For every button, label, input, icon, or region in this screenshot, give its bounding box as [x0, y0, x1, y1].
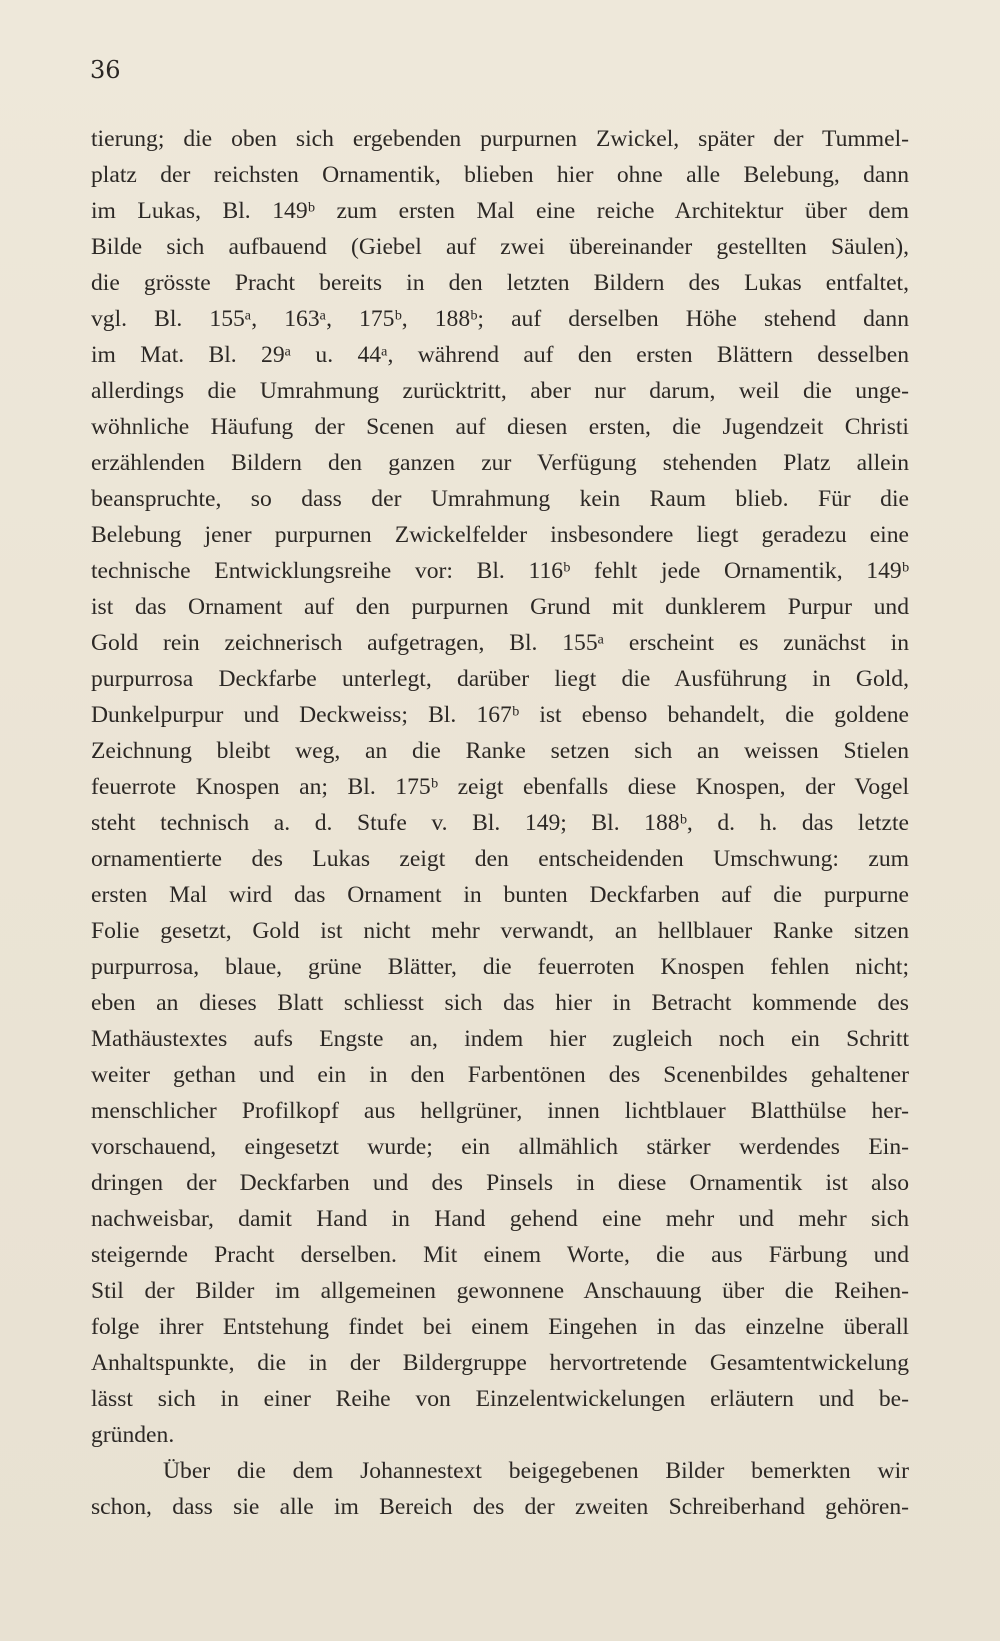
text-line: purpurrosa, blaue, grüne Blätter, die feuerroten Knospen fehlen nicht; — [91, 954, 909, 980]
text-line: Belebung jener purpurnen Zwickelfelder insbesondere liegt geradezu eine — [91, 522, 909, 548]
text-line: gründen. — [91, 1422, 175, 1448]
text-line: ersten Mal wird das Ornament in bunten Deckfarben auf die purpurne — [91, 882, 909, 908]
text-line: folge ihrer Entstehung findet bei einem Eingehen in das einzelne überall — [91, 1314, 909, 1340]
text-line: die grösste Pracht bereits in den letzten Bildern des Lukas entfaltet, — [91, 270, 909, 296]
paragraph — [91, 121, 909, 1453]
text-line: schon, dass sie alle im Bereich des der zweiten Schreiberhand gehören- — [91, 1494, 909, 1520]
text-line: im Mat. Bl. 29ᵃ u. 44ᵃ, während auf den ersten Blättern desselben — [91, 342, 909, 368]
text-line: tierung; die oben sich ergebenden purpurnen Zwickel, später der Tummel- — [91, 126, 909, 152]
body-text — [91, 121, 909, 1525]
text-line: Dunkelpurpur und Deckweiss; Bl. 167ᵇ ist ebenso behandelt, die goldene — [91, 702, 909, 728]
text-line: lässt sich in einer Reihe von Einzelentwickelungen erläutern und be- — [91, 1386, 909, 1412]
text-line: Anhaltspunkte, die in der Bildergruppe hervortretende Gesamtentwickelung — [91, 1350, 909, 1376]
text-line: platz der reichsten Ornamentik, blieben hier ohne alle Belebung, dann — [91, 162, 909, 188]
text-line: ornamentierte des Lukas zeigt den entscheidenden Umschwung: zum — [91, 846, 909, 872]
text-line: Gold rein zeichnerisch aufgetragen, Bl. 155ᵃ erscheint es zunächst in — [91, 630, 909, 656]
text-line: Zeichnung bleibt weg, an die Ranke setzen sich an weissen Stielen — [91, 738, 909, 764]
text-line: Bilde sich aufbauend (Giebel auf zwei übereinander gestellten Säulen), — [91, 234, 909, 260]
page-number: 36 — [90, 56, 121, 84]
text-line: technische Entwicklungsreihe vor: Bl. 116ᵇ fehlt jede Ornamentik, 149ᵇ — [91, 558, 909, 584]
text-line: erzählenden Bildern den ganzen zur Verfügung stehenden Platz allein — [91, 450, 909, 476]
text-line: Stil der Bilder im allgemeinen gewonnene Anschauung über die Reihen- — [91, 1278, 909, 1304]
text-line: ist das Ornament auf den purpurnen Grund mit dunklerem Purpur und — [91, 594, 909, 620]
text-line: beanspruchte, so dass der Umrahmung kein Raum blieb. Für die — [91, 486, 909, 512]
paragraph — [91, 1453, 909, 1525]
text-line: Folie gesetzt, Gold ist nicht mehr verwandt, an hellblauer Ranke sitzen — [91, 918, 909, 944]
text-line: purpurrosa Deckfarbe unterlegt, darüber liegt die Ausführung in Gold, — [91, 666, 909, 692]
text-line: menschlicher Profilkopf aus hellgrüner, innen lichtblauer Blatthülse her- — [91, 1098, 909, 1124]
text-line: allerdings die Umrahmung zurücktritt, aber nur darum, weil die unge- — [91, 378, 909, 404]
text-line: vgl. Bl. 155ᵃ, 163ᵃ, 175ᵇ, 188ᵇ; auf derselben Höhe stehend dann — [91, 306, 909, 332]
text-line: dringen der Deckfarben und des Pinsels in diese Ornamentik ist also — [91, 1170, 909, 1196]
text-line: weiter gethan und ein in den Farbentönen des Scenenbildes gehaltener — [91, 1062, 909, 1088]
text-line: nachweisbar, damit Hand in Hand gehend eine mehr und mehr sich — [91, 1206, 909, 1232]
text-line: steigernde Pracht derselben. Mit einem Worte, die aus Färbung und — [91, 1242, 909, 1268]
text-line: steht technisch a. d. Stufe v. Bl. 149; Bl. 188ᵇ, d. h. das letzte — [91, 810, 909, 836]
text-line: im Lukas, Bl. 149ᵇ zum ersten Mal eine reiche Architektur über dem — [91, 198, 909, 224]
text-line: wöhnliche Häufung der Scenen auf diesen ersten, die Jugendzeit Christi — [91, 414, 909, 440]
text-line: Mathäustextes aufs Engste an, indem hier zugleich noch ein Schritt — [91, 1026, 909, 1052]
text-line: feuerrote Knospen an; Bl. 175ᵇ zeigt ebenfalls diese Knospen, der Vogel — [91, 774, 909, 800]
text-line: vorschauend, eingesetzt wurde; ein allmählich stärker werdendes Ein- — [91, 1134, 909, 1160]
text-line: Über die dem Johannestext beigegebenen Bilder bemerkten wir — [163, 1458, 909, 1484]
text-line: eben an dieses Blatt schliesst sich das hier in Betracht kommende des — [91, 990, 909, 1016]
